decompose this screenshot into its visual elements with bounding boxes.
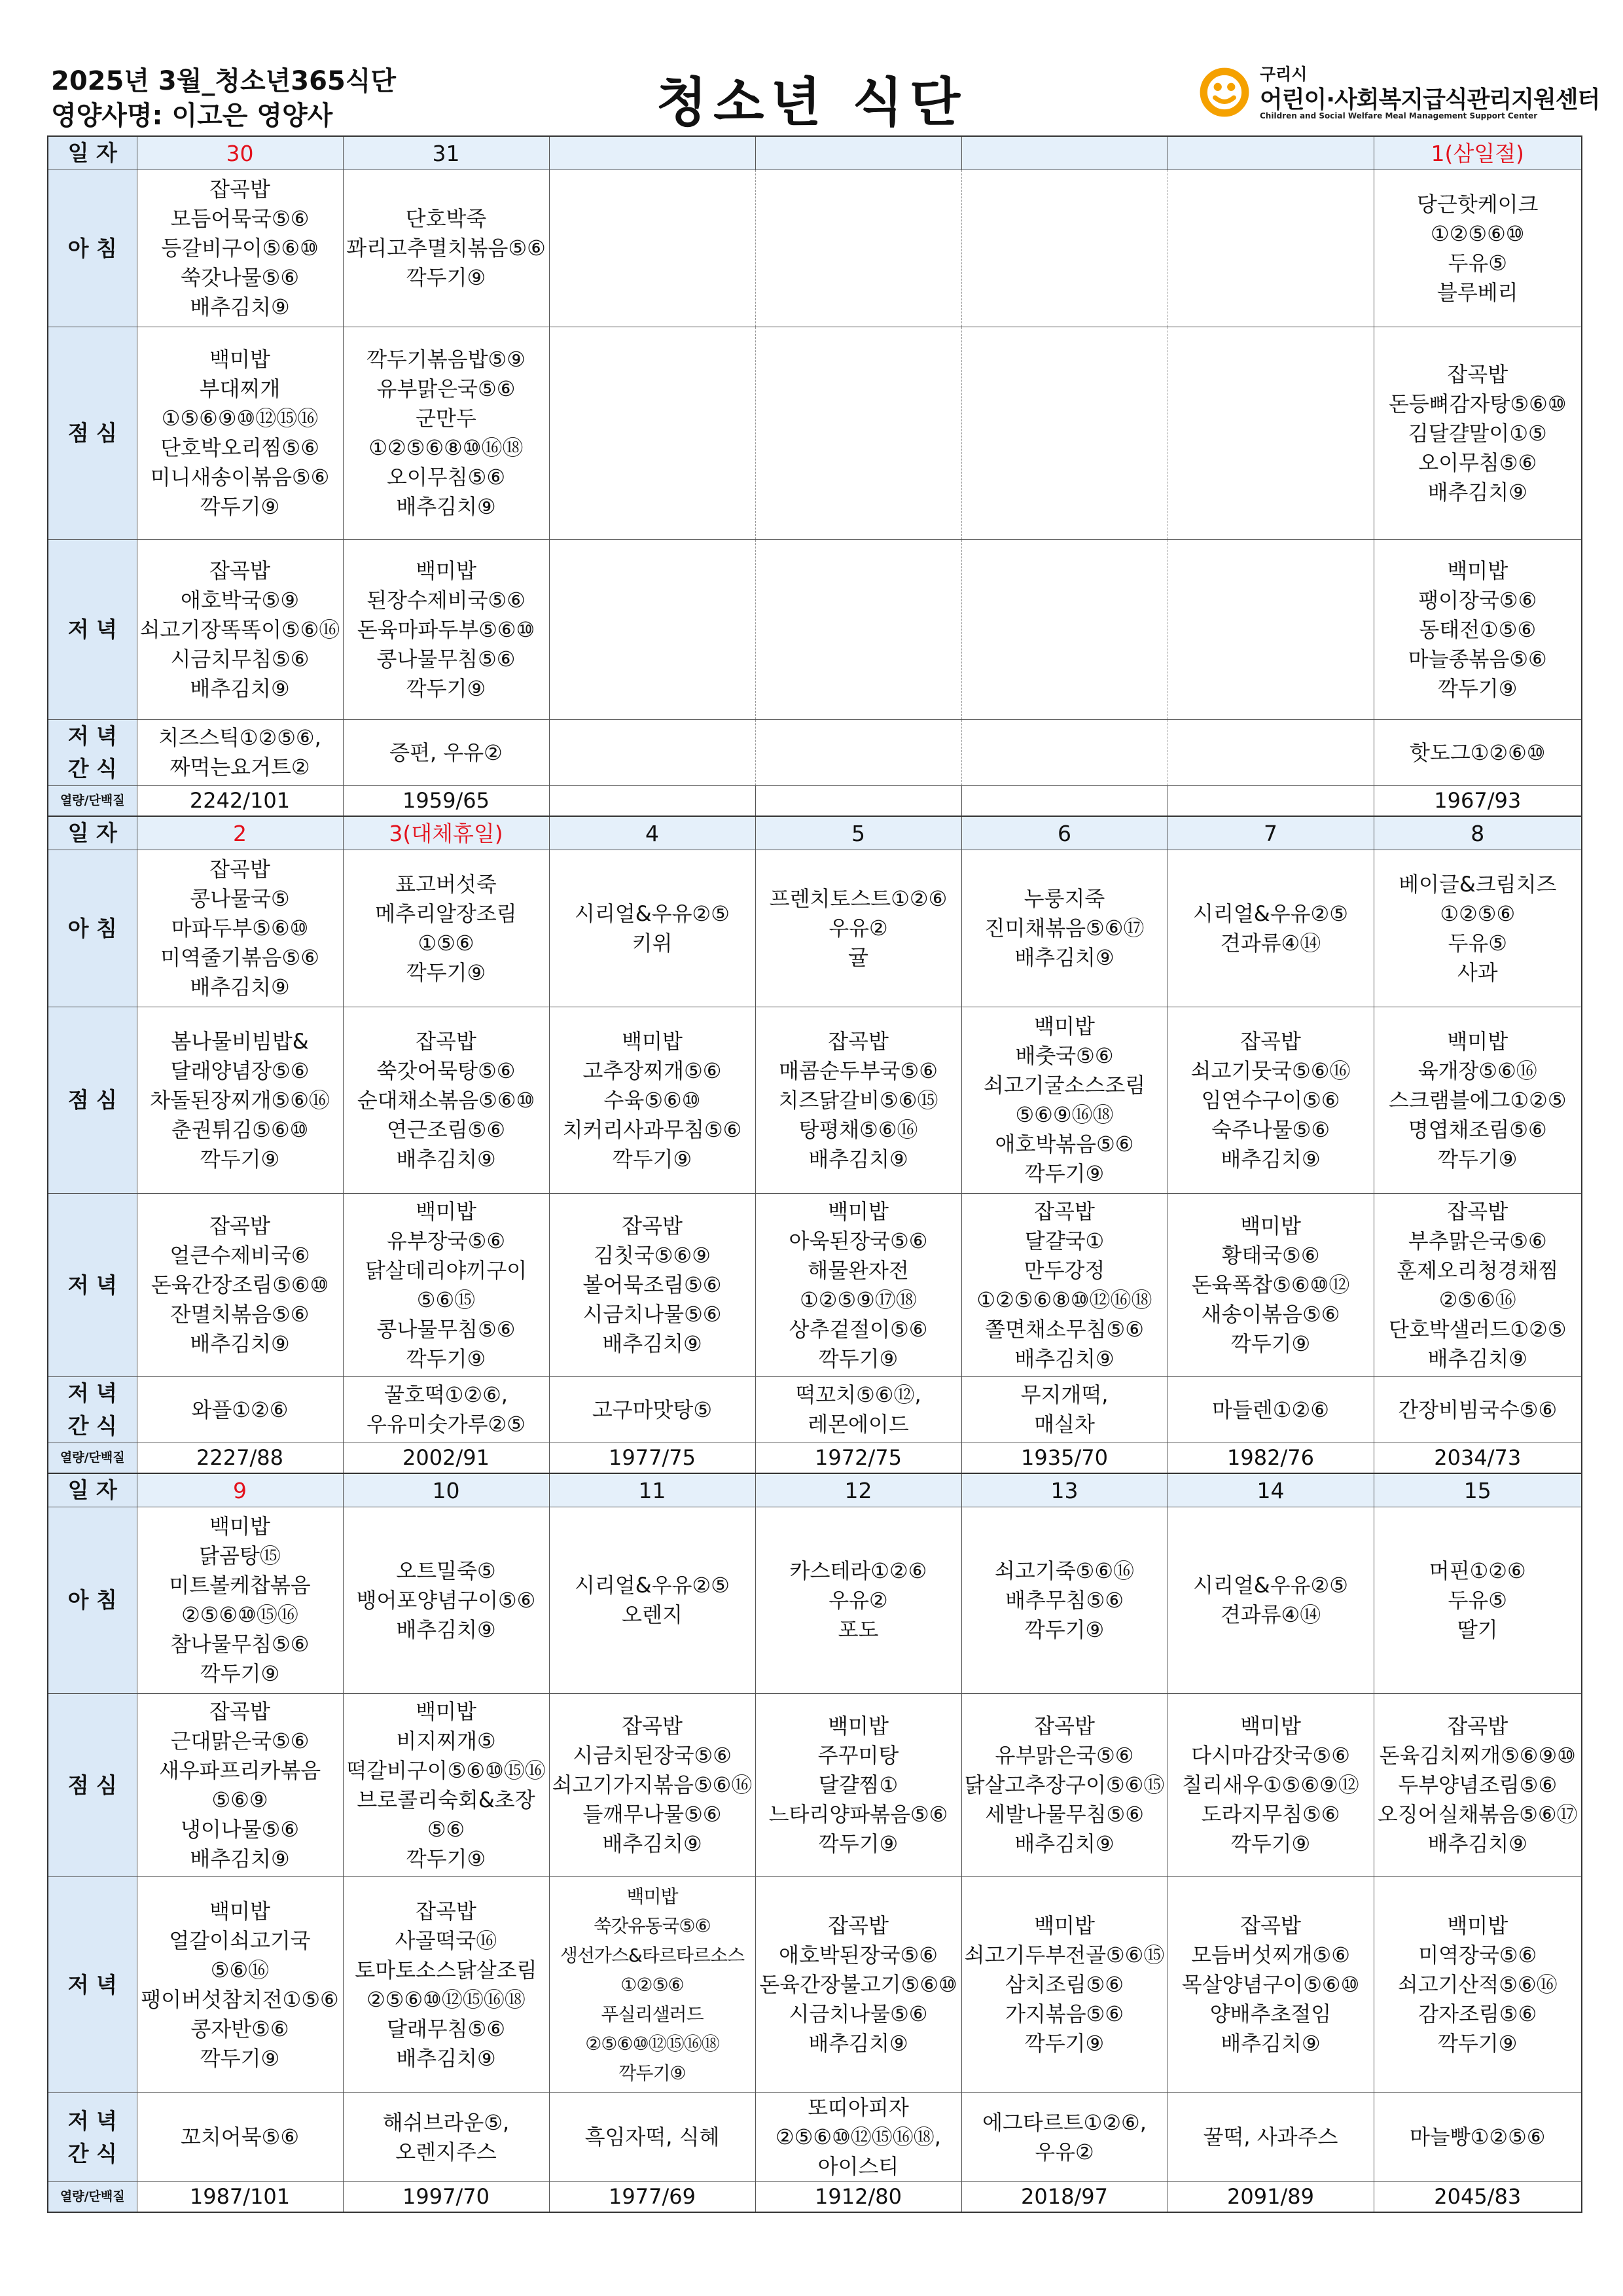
week-3-day-5-lunch: 잡곡밥 유부맑은국⑤⑥ 닭살고추장구이⑤⑥⑮ 세발나물무침⑤⑥ 배추김치⑨ bbox=[961, 1694, 1168, 1877]
week-1-day-2-dinner: 백미밥 된장수제비국⑤⑥ 돈육마파두부⑤⑥⑩ 콩나물무침⑤⑥ 깍두기⑨ bbox=[343, 540, 549, 720]
week-1-nutrition-row bbox=[48, 786, 1582, 817]
week-2-day-7-breakfast: 베이글&크림치즈 ①②⑤⑥ 두유⑤ 사과 bbox=[1374, 850, 1582, 1007]
week-2-day-3-nutrition: 1977/75 bbox=[549, 1443, 755, 1474]
week-2-day-1-nutrition: 2227/88 bbox=[137, 1443, 343, 1474]
week-3-day-7-snack: 마늘빵①②⑤⑥ bbox=[1374, 2093, 1582, 2182]
week-2-day-4-nutrition: 1972/75 bbox=[755, 1443, 961, 1474]
week-3-day-6-breakfast: 시리얼&우유②⑤ 견과류④⑭ bbox=[1168, 1507, 1374, 1694]
week-3-day-7-lunch: 잡곡밥 돈육김치찌개⑤⑥⑨⑩ 두부양념조림⑤⑥ 오징어실채볶음⑤⑥⑰ 배추김치⑨ bbox=[1374, 1694, 1582, 1877]
week-2-day-7-nutrition: 2034/73 bbox=[1374, 1443, 1582, 1474]
week-3-day-1-dinner: 백미밥 얼갈이쇠고기국 ⑤⑥⑯ 팽이버섯참치전①⑤⑥ 콩자반⑤⑥ 깍두기⑨ bbox=[137, 1877, 343, 2093]
week-1-date-row bbox=[48, 136, 1582, 170]
dietitian-name: 영양사명: 이고은 영양사 bbox=[51, 101, 333, 131]
nutrition-label: 열량/단백질 bbox=[48, 786, 137, 817]
week-3-day-6-nutrition: 2091/89 bbox=[1168, 2182, 1374, 2213]
week-3-day-1-nutrition: 1987/101 bbox=[137, 2182, 343, 2213]
week-3-day-7-date: 15 bbox=[1374, 1473, 1582, 1507]
week-2-day-1-lunch: 봄나물비빔밥& 달래양념장⑤⑥ 차돌된장찌개⑤⑥⑯ 춘권튀김⑤⑥⑩ 깍두기⑨ bbox=[137, 1007, 343, 1194]
week-1-day-1-breakfast: 잡곡밥 모듬어묵국⑤⑥ 등갈비구이⑤⑥⑩ 쑥갓나물⑤⑥ 배추김치⑨ bbox=[137, 170, 343, 327]
week-3-breakfast-row bbox=[48, 1507, 1582, 1694]
smile-logo-icon bbox=[1198, 65, 1251, 119]
week-2-day-3-date: 4 bbox=[549, 816, 755, 850]
week-2-day-3-breakfast: 시리얼&우유②⑤ 키위 bbox=[549, 850, 755, 1007]
week-1-day-5-date bbox=[961, 136, 1168, 170]
logo-city-name: 구리시 bbox=[1260, 65, 1308, 84]
page-title: 청소년 식단 bbox=[656, 72, 967, 133]
week-1-day-1-dinner: 잡곡밥 애호박국⑤⑨ 쇠고기장똑똑이⑤⑥⑯ 시금치무침⑤⑥ 배추김치⑨ bbox=[137, 540, 343, 720]
week-1-day-6-snack bbox=[1168, 720, 1374, 786]
date-label: 일 자 bbox=[48, 816, 137, 850]
week-3-day-7-nutrition: 2045/83 bbox=[1374, 2182, 1582, 2213]
lunch-label: 점 심 bbox=[48, 1007, 137, 1194]
week-3-nutrition-row bbox=[48, 2182, 1582, 2213]
week-2-day-6-lunch: 잡곡밥 쇠고기뭇국⑤⑥⑯ 임연수구이⑤⑥ 숙주나물⑤⑥ 배추김치⑨ bbox=[1168, 1007, 1374, 1194]
week-3-day-3-breakfast: 시리얼&우유②⑤ 오렌지 bbox=[549, 1507, 755, 1694]
week-2-day-6-date: 7 bbox=[1168, 816, 1374, 850]
week-2-day-3-dinner: 잡곡밥 김칫국⑤⑥⑨ 볼어묵조림⑤⑥ 시금치나물⑤⑥ 배추김치⑨ bbox=[549, 1194, 755, 1377]
week-1-day-6-date bbox=[1168, 136, 1374, 170]
week-1-day-7-dinner: 백미밥 팽이장국⑤⑥ 동태전①⑤⑥ 마늘종볶음⑤⑥ 깍두기⑨ bbox=[1374, 540, 1582, 720]
week-3-day-5-date: 13 bbox=[961, 1473, 1168, 1507]
week-1-lunch-row bbox=[48, 327, 1582, 540]
week-1-day-5-dinner bbox=[961, 540, 1168, 720]
week-2-day-2-nutrition: 2002/91 bbox=[343, 1443, 549, 1474]
week-2-day-5-dinner: 잡곡밥 달걀국① 만두강정 ①②⑤⑥⑧⑩⑫⑯⑱ 쫄면채소무침⑤⑥ 배추김치⑨ bbox=[961, 1194, 1168, 1377]
week-1-day-2-nutrition: 1959/65 bbox=[343, 786, 549, 817]
snack-label: 저 녁 간 식 bbox=[48, 1377, 137, 1443]
week-2-day-5-breakfast: 누룽지죽 진미채볶음⑤⑥⑰ 배추김치⑨ bbox=[961, 850, 1168, 1007]
week-2-day-2-breakfast: 표고버섯죽 메추리알장조림 ①⑤⑥ 깍두기⑨ bbox=[343, 850, 549, 1007]
breakfast-label: 아 침 bbox=[48, 170, 137, 327]
week-1-day-3-breakfast bbox=[549, 170, 755, 327]
week-3-day-3-dinner: 백미밥 쑥갓유동국⑤⑥ 생선가스&타르타르소스 ①②⑤⑥ 푸실리샐러드 ②⑤⑥⑩⑫⑮⑯⑱ 깍두기⑨ bbox=[549, 1877, 755, 2093]
week-2-day-6-breakfast: 시리얼&우유②⑤ 견과류④⑭ bbox=[1168, 850, 1374, 1007]
week-2-day-7-date: 8 bbox=[1374, 816, 1582, 850]
week-2-day-5-nutrition: 1935/70 bbox=[961, 1443, 1168, 1474]
week-2-dinner-row bbox=[48, 1194, 1582, 1377]
week-3-day-6-snack: 꿀떡, 사과주스 bbox=[1168, 2093, 1374, 2182]
week-1-day-7-breakfast: 당근핫케이크 ①②⑤⑥⑩ 두유⑤ 블루베리 bbox=[1374, 170, 1582, 327]
week-3-day-2-dinner: 잡곡밥 사골떡국⑯ 토마토소스닭살조림 ②⑤⑥⑩⑫⑮⑯⑱ 달래무침⑤⑥ 배추김치⑨ bbox=[343, 1877, 549, 2093]
week-1-day-4-dinner bbox=[755, 540, 961, 720]
nutrition-label: 열량/단백질 bbox=[48, 1443, 137, 1474]
week-1-day-2-lunch: 깍두기볶음밥⑤⑨ 유부맑은국⑤⑥ 군만두 ①②⑤⑥⑧⑩⑯⑱ 오이무침⑤⑥ 배추김치⑨ bbox=[343, 327, 549, 540]
week-3-day-1-date: 9 bbox=[137, 1473, 343, 1507]
week-3-day-2-date: 10 bbox=[343, 1473, 549, 1507]
week-3-day-1-lunch: 잡곡밥 근대맑은국⑤⑥ 새우파프리카볶음 ⑤⑥⑨ 냉이나물⑤⑥ 배추김치⑨ bbox=[137, 1694, 343, 1877]
logo-english-name: Children and Social Welfare Meal Management Support Center bbox=[1260, 111, 1538, 120]
week-2-day-1-breakfast: 잡곡밥 콩나물국⑤ 마파두부⑤⑥⑩ 미역줄기볶음⑤⑥ 배추김치⑨ bbox=[137, 850, 343, 1007]
week-2-date-row bbox=[48, 816, 1582, 850]
breakfast-label: 아 침 bbox=[48, 850, 137, 1007]
week-3-day-5-snack: 에그타르트①②⑥, 우유② bbox=[961, 2093, 1168, 2182]
week-1-day-6-dinner bbox=[1168, 540, 1374, 720]
logo-center-name: 어린이·사회복지급식관리지원센터 bbox=[1260, 86, 1600, 113]
week-2-day-1-dinner: 잡곡밥 얼큰수제비국⑥ 돈육간장조림⑤⑥⑩ 잔멸치볶음⑤⑥ 배추김치⑨ bbox=[137, 1194, 343, 1377]
week-1-day-6-nutrition bbox=[1168, 786, 1374, 817]
week-2-day-2-lunch: 잡곡밥 쑥갓어묵탕⑤⑥ 순대채소볶음⑤⑥⑩ 연근조림⑤⑥ 배추김치⑨ bbox=[343, 1007, 549, 1194]
snack-label: 저 녁 간 식 bbox=[48, 2093, 137, 2182]
week-3-day-4-breakfast: 카스테라①②⑥ 우유② 포도 bbox=[755, 1507, 961, 1694]
week-2-day-7-snack: 간장비빔국수⑤⑥ bbox=[1374, 1377, 1582, 1443]
week-3-dinner-row bbox=[48, 1877, 1582, 2093]
week-2-day-1-snack: 와플①②⑥ bbox=[137, 1377, 343, 1443]
nutrition-label: 열량/단백질 bbox=[48, 2182, 137, 2213]
week-3-day-3-nutrition: 1977/69 bbox=[549, 2182, 755, 2213]
week-1-day-7-snack: 핫도그①②⑥⑩ bbox=[1374, 720, 1582, 786]
week-3-day-4-lunch: 백미밥 주꾸미탕 달걀찜① 느타리양파볶음⑤⑥ 깍두기⑨ bbox=[755, 1694, 961, 1877]
week-1-day-1-nutrition: 2242/101 bbox=[137, 786, 343, 817]
week-1-day-5-breakfast bbox=[961, 170, 1168, 327]
dinner-label: 저 녁 bbox=[48, 1194, 137, 1377]
week-3-day-4-snack: 또띠아피자 ②⑤⑥⑩⑫⑮⑯⑱, 아이스티 bbox=[755, 2093, 961, 2182]
week-2-day-7-lunch: 백미밥 육개장⑤⑥⑯ 스크램블에그①②⑤ 명엽채조림⑤⑥ 깍두기⑨ bbox=[1374, 1007, 1582, 1194]
week-3-day-3-snack: 흑임자떡, 식혜 bbox=[549, 2093, 755, 2182]
week-3-day-5-dinner: 백미밥 쇠고기두부전골⑤⑥⑮ 삼치조림⑤⑥ 가지볶음⑤⑥ 깍두기⑨ bbox=[961, 1877, 1168, 2093]
week-2-day-6-snack: 마들렌①②⑥ bbox=[1168, 1377, 1374, 1443]
week-1-day-2-date: 31 bbox=[343, 136, 549, 170]
week-1-day-6-lunch bbox=[1168, 327, 1374, 540]
week-3-day-1-snack: 꼬치어묵⑤⑥ bbox=[137, 2093, 343, 2182]
dinner-label: 저 녁 bbox=[48, 1877, 137, 2093]
week-3-day-1-breakfast: 백미밥 닭곰탕⑮ 미트볼케찹볶음 ②⑤⑥⑩⑮⑯ 참나물무침⑤⑥ 깍두기⑨ bbox=[137, 1507, 343, 1694]
week-2-day-7-dinner: 잡곡밥 부추맑은국⑤⑥ 훈제오리청경채찜 ②⑤⑥⑯ 단호박샐러드①②⑤ 배추김치⑨ bbox=[1374, 1194, 1582, 1377]
week-3-lunch-row bbox=[48, 1694, 1582, 1877]
week-1-day-3-snack bbox=[549, 720, 755, 786]
week-3-day-2-snack: 해쉬브라운⑤, 오렌지주스 bbox=[343, 2093, 549, 2182]
week-2-day-2-snack: 꿀호떡①②⑥, 우유미숫가루②⑤ bbox=[343, 1377, 549, 1443]
week-3-day-2-nutrition: 1997/70 bbox=[343, 2182, 549, 2213]
week-3-day-6-date: 14 bbox=[1168, 1473, 1374, 1507]
week-3-snack-row bbox=[48, 2093, 1582, 2182]
week-2-day-1-date: 2 bbox=[137, 816, 343, 850]
week-3-day-6-dinner: 잡곡밥 모듬버섯찌개⑤⑥ 목살양념구이⑤⑥⑩ 양배추초절임 배추김치⑨ bbox=[1168, 1877, 1374, 2093]
date-label: 일 자 bbox=[48, 1473, 137, 1507]
week-1-day-4-nutrition bbox=[755, 786, 961, 817]
week-1-day-4-lunch bbox=[755, 327, 961, 540]
week-2-day-4-dinner: 백미밥 아욱된장국⑤⑥ 해물완자전 ①②⑤⑨⑰⑱ 상추겉절이⑤⑥ 깍두기⑨ bbox=[755, 1194, 961, 1377]
week-1-dinner-row bbox=[48, 540, 1582, 720]
week-1-day-3-dinner bbox=[549, 540, 755, 720]
week-1-day-7-lunch: 잡곡밥 돈등뼈감자탕⑤⑥⑩ 김달걀말이①⑤ 오이무침⑤⑥ 배추김치⑨ bbox=[1374, 327, 1582, 540]
meal-plan-table bbox=[47, 135, 1582, 2213]
week-3-day-5-breakfast: 쇠고기죽⑤⑥⑯ 배추무침⑤⑥ 깍두기⑨ bbox=[961, 1507, 1168, 1694]
week-2-day-4-date: 5 bbox=[755, 816, 961, 850]
week-2-day-3-lunch: 백미밥 고추장찌개⑤⑥ 수육⑤⑥⑩ 치커리사과무침⑤⑥ 깍두기⑨ bbox=[549, 1007, 755, 1194]
week-1-day-5-snack bbox=[961, 720, 1168, 786]
week-1-breakfast-row bbox=[48, 170, 1582, 327]
menu-period-title: 2025년 3월_청소년365식단 bbox=[51, 66, 397, 96]
week-3-day-7-breakfast: 머핀①②⑥ 두유⑤ 딸기 bbox=[1374, 1507, 1582, 1694]
week-3-day-4-nutrition: 1912/80 bbox=[755, 2182, 961, 2213]
week-2-day-2-dinner: 백미밥 유부장국⑤⑥ 닭살데리야끼구이 ⑤⑥⑮ 콩나물무침⑤⑥ 깍두기⑨ bbox=[343, 1194, 549, 1377]
week-1-day-5-lunch bbox=[961, 327, 1168, 540]
week-3-date-row bbox=[48, 1473, 1582, 1507]
center-logo bbox=[1198, 60, 1600, 132]
snack-label: 저 녁 간 식 bbox=[48, 720, 137, 786]
week-1-day-4-snack bbox=[755, 720, 961, 786]
week-2-day-5-date: 6 bbox=[961, 816, 1168, 850]
week-1-day-4-breakfast bbox=[755, 170, 961, 327]
week-3-day-2-breakfast: 오트밀죽⑤ 뱅어포양념구이⑤⑥ 배추김치⑨ bbox=[343, 1507, 549, 1694]
week-2-lunch-row bbox=[48, 1007, 1582, 1194]
week-1-day-7-date: 1(삼일절) bbox=[1374, 136, 1582, 170]
week-1-day-4-date bbox=[755, 136, 961, 170]
week-3-day-5-nutrition: 2018/97 bbox=[961, 2182, 1168, 2213]
week-2-day-2-date: 3(대체휴일) bbox=[343, 816, 549, 850]
week-3-day-4-date: 12 bbox=[755, 1473, 961, 1507]
week-2-day-4-breakfast: 프렌치토스트①②⑥ 우유② 귤 bbox=[755, 850, 961, 1007]
page-header bbox=[0, 0, 1623, 137]
week-1-day-7-nutrition: 1967/93 bbox=[1374, 786, 1582, 817]
week-1-day-3-date bbox=[549, 136, 755, 170]
week-1-day-1-lunch: 백미밥 부대찌개 ①⑤⑥⑨⑩⑫⑮⑯ 단호박오리찜⑤⑥ 미니새송이볶음⑤⑥ 깍두기⑨ bbox=[137, 327, 343, 540]
week-1-day-3-lunch bbox=[549, 327, 755, 540]
week-1-day-3-nutrition bbox=[549, 786, 755, 817]
week-2-day-5-snack: 무지개떡, 매실차 bbox=[961, 1377, 1168, 1443]
week-1-day-2-snack: 증편, 우유② bbox=[343, 720, 549, 786]
week-1-snack-row bbox=[48, 720, 1582, 786]
week-2-breakfast-row bbox=[48, 850, 1582, 1007]
week-3-day-3-date: 11 bbox=[549, 1473, 755, 1507]
week-2-day-4-lunch: 잡곡밥 매콤순두부국⑤⑥ 치즈닭갈비⑤⑥⑮ 탕평채⑤⑥⑯ 배추김치⑨ bbox=[755, 1007, 961, 1194]
lunch-label: 점 심 bbox=[48, 1694, 137, 1877]
week-3-day-7-dinner: 백미밥 미역장국⑤⑥ 쇠고기산적⑤⑥⑯ 감자조림⑤⑥ 깍두기⑨ bbox=[1374, 1877, 1582, 2093]
lunch-label: 점 심 bbox=[48, 327, 137, 540]
week-3-day-6-lunch: 백미밥 다시마감잣국⑤⑥ 칠리새우①⑤⑥⑨⑫ 도라지무침⑤⑥ 깍두기⑨ bbox=[1168, 1694, 1374, 1877]
breakfast-label: 아 침 bbox=[48, 1507, 137, 1694]
week-1-day-1-date: 30 bbox=[137, 136, 343, 170]
week-1-day-1-snack: 치즈스틱①②⑤⑥, 짜먹는요거트② bbox=[137, 720, 343, 786]
week-2-day-4-snack: 떡꼬치⑤⑥⑫, 레몬에이드 bbox=[755, 1377, 961, 1443]
week-2-snack-row bbox=[48, 1377, 1582, 1443]
week-2-nutrition-row bbox=[48, 1443, 1582, 1474]
week-3-day-4-dinner: 잡곡밥 애호박된장국⑤⑥ 돈육간장불고기⑤⑥⑩ 시금치나물⑤⑥ 배추김치⑨ bbox=[755, 1877, 961, 2093]
week-2-day-3-snack: 고구마맛탕⑤ bbox=[549, 1377, 755, 1443]
week-1-day-5-nutrition bbox=[961, 786, 1168, 817]
week-2-day-6-nutrition: 1982/76 bbox=[1168, 1443, 1374, 1474]
week-2-day-6-dinner: 백미밥 황태국⑤⑥ 돈육폭찹⑤⑥⑩⑫ 새송이볶음⑤⑥ 깍두기⑨ bbox=[1168, 1194, 1374, 1377]
week-1-day-2-breakfast: 단호박죽 꽈리고추멸치볶음⑤⑥ 깍두기⑨ bbox=[343, 170, 549, 327]
date-label: 일 자 bbox=[48, 136, 137, 170]
week-2-day-5-lunch: 백미밥 배춧국⑤⑥ 쇠고기굴소스조림 ⑤⑥⑨⑯⑱ 애호박볶음⑤⑥ 깍두기⑨ bbox=[961, 1007, 1168, 1194]
dinner-label: 저 녁 bbox=[48, 540, 137, 720]
week-3-day-3-lunch: 잡곡밥 시금치된장국⑤⑥ 쇠고기가지볶음⑤⑥⑯ 들깨무나물⑤⑥ 배추김치⑨ bbox=[549, 1694, 755, 1877]
week-3-day-2-lunch: 백미밥 비지찌개⑤ 떡갈비구이⑤⑥⑩⑮⑯ 브로콜리숙회&초장 ⑤⑥ 깍두기⑨ bbox=[343, 1694, 549, 1877]
week-1-day-6-breakfast bbox=[1168, 170, 1374, 327]
